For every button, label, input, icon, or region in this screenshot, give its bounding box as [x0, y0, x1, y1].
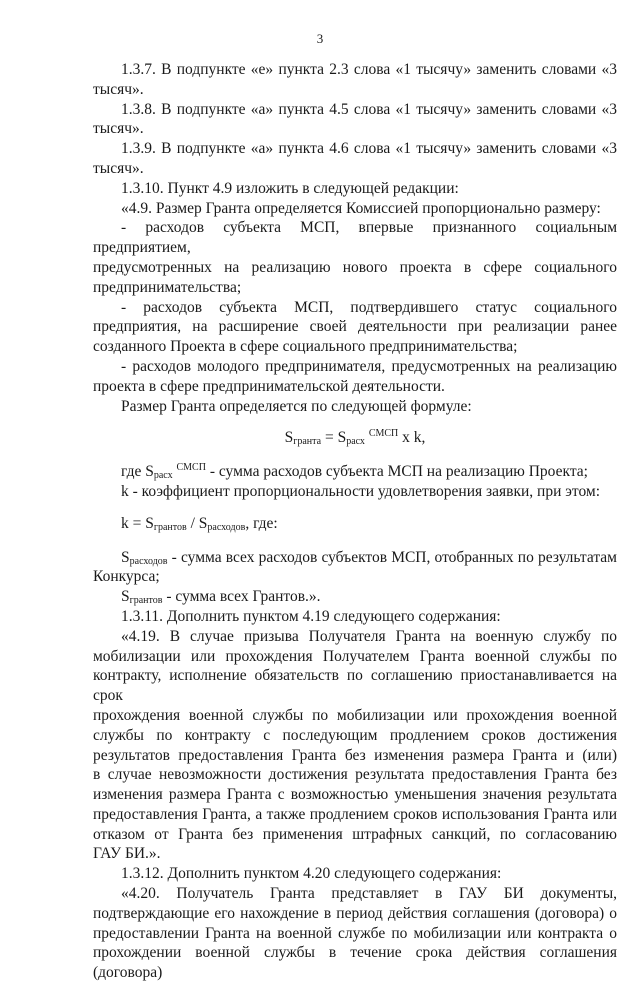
text-line: - расходов субъекта МСП, впервые признанного социальным предприятием, [93, 219, 617, 257]
text-line: созданного Проекта в сфере социального предпринимательства; [93, 338, 518, 356]
text-line: тысяч». [93, 80, 144, 98]
text-line: «4.9. Размер Гранта определяется Комиссией пропорционально размеру: [121, 199, 601, 217]
text-line: 1.3.8. В подпункте «а» пункта 4.5 слова «1 тысячу» заменить словами «3 [121, 100, 617, 118]
text-line: проекта в сфере предпринимательской деятельности. [93, 377, 445, 395]
text-line: k - коэффициент пропорциональности удовлетворения заявки, при этом: [121, 482, 601, 500]
text-line: 1.3.10. Пункт 4.9 изложить в следующей редакции: [121, 179, 459, 197]
text-line: Размер Гранта определяется по следующей формуле: [121, 397, 472, 415]
page-number: 3 [316, 31, 324, 46]
text-line: «4.19. В случае призыва Получателя Гранта на военную службу по [121, 627, 617, 645]
formula-definition: $S_{расходов}$ - сумма всех расходов субъектов МСП, отобранных по результатам [121, 548, 617, 567]
text-line: изменения размера Гранта с возможностью уменьшения значения результата [93, 786, 617, 804]
text-line: - расходов молодого предпринимателя, предусмотренных на реализацию [121, 357, 617, 375]
text-line: результатов предоставления Гранта без изменения размера Гранта и (или) [93, 746, 617, 764]
text-line: предоставления Гранта, а также продлением сроков использования Гранта или [93, 805, 617, 823]
formula-definition: где $S_{расх}$ $^{СМСП}$ - сумма расходов субъекта МСП на реализацию Проекта; [121, 462, 588, 482]
text-line: прохождении военной службы в течение срока действия соглашения (договора) [93, 944, 617, 982]
text-line: отказом от Гранта без применения штрафных санкций, по согласованию [93, 825, 617, 843]
text-line: 1.3.7. В подпункте «е» пункта 2.3 слова «1 тысячу» заменить словами «3 [121, 61, 617, 78]
text-line: 1.3.9. В подпункте «а» пункта 4.6 слова «1 тысячу» заменить словами «3 [121, 140, 617, 158]
text-line: в случае невозможности достижения результата предоставления Гранта без [93, 766, 617, 784]
text-line: Конкурса; [93, 568, 160, 586]
formula-definition: $S_{грантов}$ - сумма всех Грантов.». [121, 588, 321, 607]
text-line: 1.3.11. Дополнить пунктом 4.19 следующего содержания: [121, 607, 501, 625]
text-line: предприятия, на расширение своей деятельности при реализации ранее [93, 318, 617, 336]
text-line: «4.20. Получатель Гранта представляет в ГАУ БИ документы, [121, 885, 617, 903]
text-line: подтверждающие его нахождение в период действия соглашения (договора) о [93, 904, 617, 922]
text-line: ГАУ БИ.». [93, 845, 161, 863]
text-line: прохождения военной службы по мобилизации или прохождения военной [93, 706, 617, 724]
text-line: предоставлении Гранта на военной службе по мобилизации или контракта о [93, 924, 617, 942]
text-line: мобилизации или прохождения Получателем Гранта военной службы по [93, 647, 617, 665]
k-formula: $k = S_{грантов} / S_{расходов}$, где: [121, 514, 278, 533]
text-line: - расходов субъекта МСП, подтвердившего статус социального [121, 298, 617, 316]
text-line: контракту, исполнение обязательств по соглашению приостанавливается на срок [93, 667, 617, 705]
document-body [93, 60, 617, 983]
grant-formula: $S_{гранта} = S_{расх}$ $^{СМСП}$ x k, [284, 428, 426, 448]
text-line: службы по контракту с последующим продлением сроков достижения [93, 726, 617, 744]
text-line: тысяч». [93, 120, 144, 138]
text-line: предпринимательства; [93, 278, 242, 296]
text-line: предусмотренных на реализацию нового проекта в сфере социального [93, 258, 617, 276]
text-line: 1.3.12. Дополнить пунктом 4.20 следующего содержания: [121, 865, 502, 883]
text-line: тысяч». [93, 159, 144, 177]
